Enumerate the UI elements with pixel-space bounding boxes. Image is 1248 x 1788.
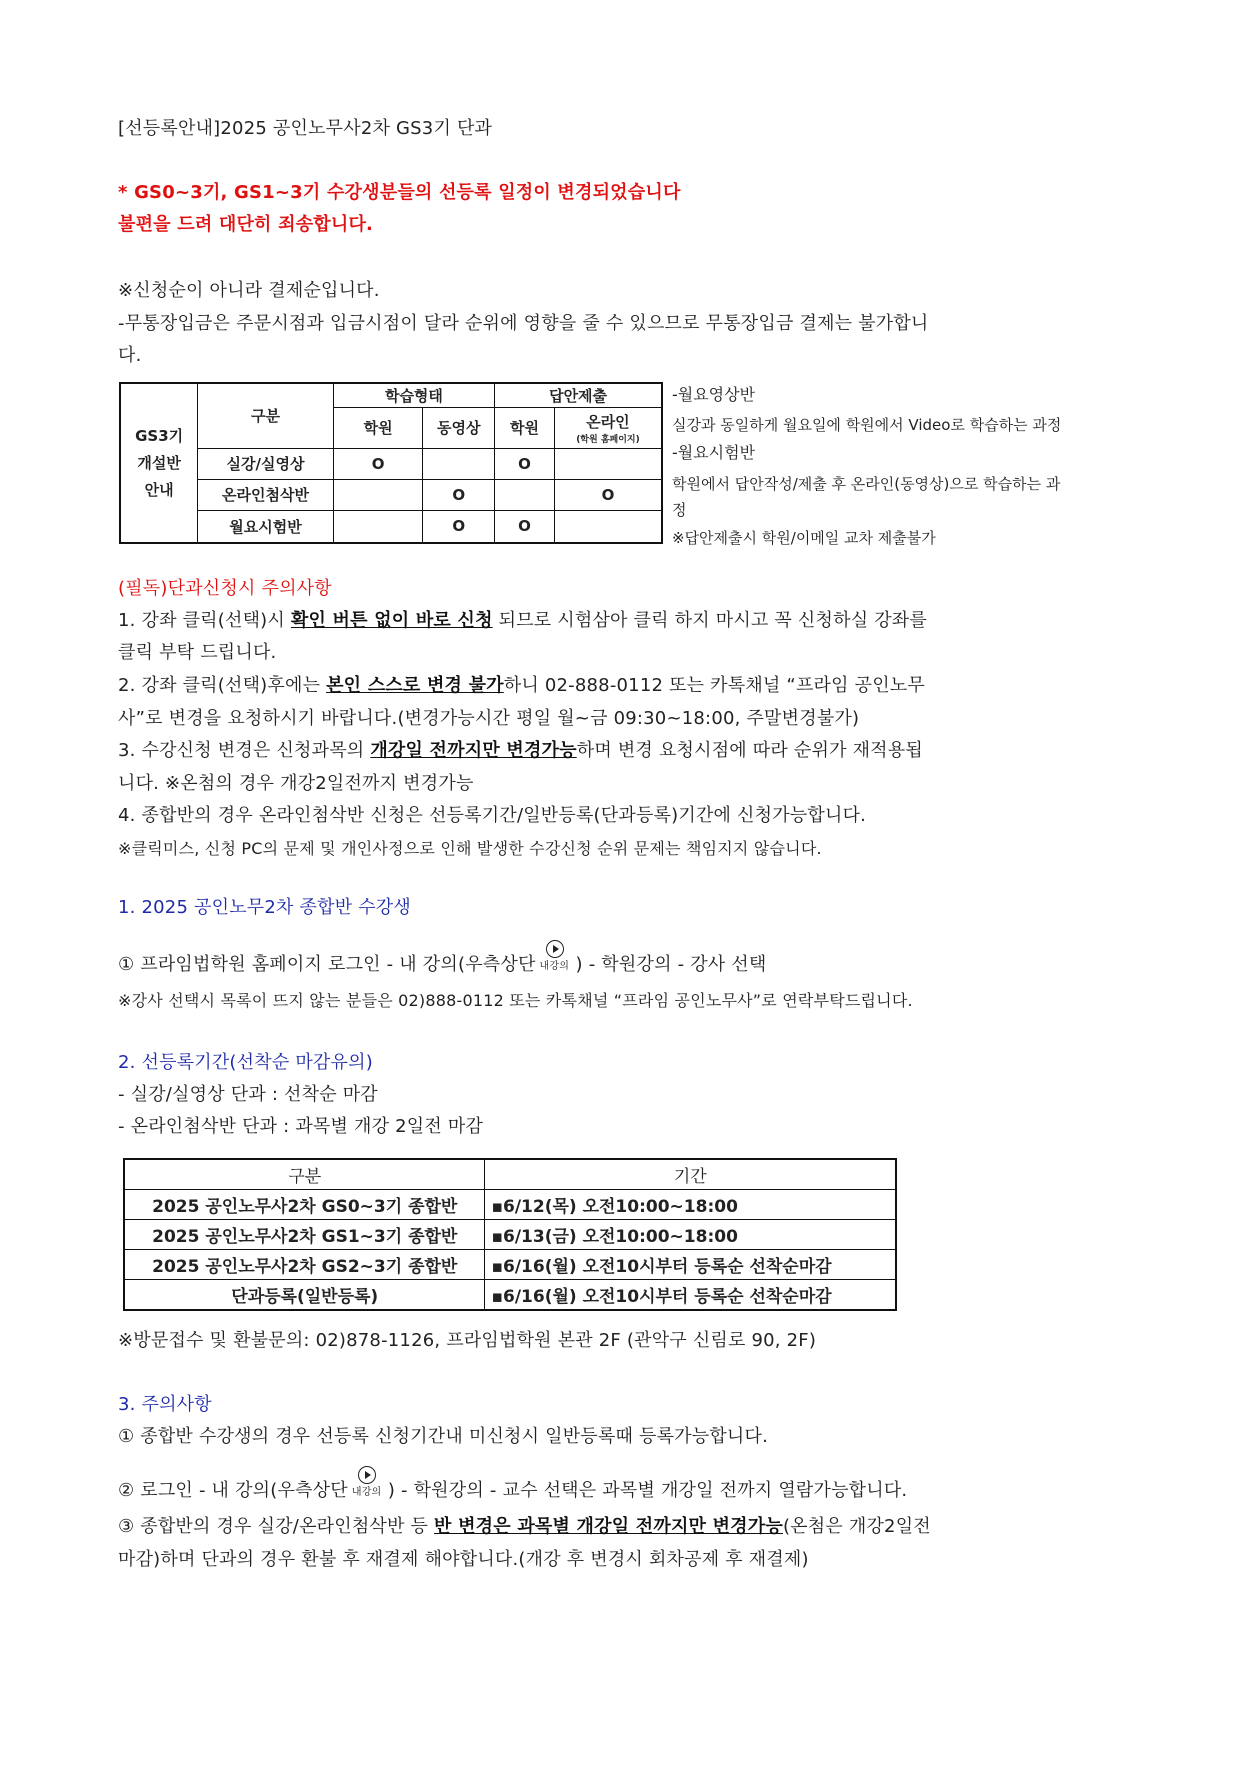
side-note-answer-rule: ※답안제출시 학원/이메일 교차 제출불가 — [672, 529, 936, 547]
caution-item-4: 4. 종합반의 경우 온라인첨삭반 신청은 선등록기간/일반등록(단과등록)기간에 신청가능합니다. — [118, 805, 867, 826]
class-table-gubun: 구분 — [198, 383, 333, 448]
class-table-row: 월요시험반 O O — [120, 510, 662, 543]
caution-item-1-cont: 클릭 부탁 드립니다. — [118, 642, 277, 663]
schedule-change-notice: * GS0~3기, GS1~3기 수강생분들의 선등록 일정이 변경되었습니다 — [118, 182, 681, 203]
caution-heading: (필독)단과신청시 주의사항 — [118, 578, 332, 599]
bank-transfer-note-cont: 다. — [118, 345, 142, 366]
section2-heading: 2. 선등록기간(선착순 마감유의) — [118, 1052, 373, 1073]
apology-notice: 불편을 드려 대단히 죄송합니다. — [118, 214, 374, 235]
document-title: [선등록안내]2025 공인노무사2차 GS3기 단과 — [118, 118, 493, 139]
bank-transfer-note: -무통장입금은 주문시점과 입금시점이 달라 순위에 영향을 줄 수 있으므로 무통장입금 결제는 불가합니 — [118, 313, 929, 334]
section3-item-1: ① 종합반 수강생의 경우 선등록 신청기간내 미신청시 일반등록때 등록가능합니다. — [118, 1426, 769, 1447]
section2-line-1: - 실강/실영상 단과 : 선착순 마감 — [118, 1084, 378, 1105]
period-table-header: 구분 기간 — [124, 1159, 896, 1190]
section1-step: ① 프라임법학원 홈페이지 로그인 - 내 강의(우측상단 내강의 ) - 학원강의 - 강사 선택 — [118, 952, 766, 978]
class-table-row: 온라인첨삭반 O O — [120, 479, 662, 510]
side-note-monday-exam-desc: 학원에서 답안작성/제출 후 온라인(동영상)으로 학습하는 과 — [672, 475, 1061, 493]
table-row: 2025 공인노무사2차 GS0~3기 종합반 ▪6/12(목) 오전10:00~18:00 — [124, 1190, 896, 1220]
section2-line-2: - 온라인첨삭반 단과 : 과목별 개강 2일전 마감 — [118, 1116, 484, 1137]
registration-period-table — [123, 1158, 897, 1311]
section3-item-3: ③ 종합반의 경우 실강/온라인첨삭반 등 반 변경은 과목별 개강일 전까지만 변경가능(온첨은 개강2일전 — [118, 1516, 931, 1537]
section3-heading: 3. 주의사항 — [118, 1394, 212, 1415]
table-row: 2025 공인노무사2차 GS2~3기 종합반 ▪6/16(월) 오전10시부터 등록순 선착순마감 — [124, 1250, 896, 1280]
side-note-monday-video-desc: 실강과 동일하게 월요일에 학원에서 Video로 학습하는 과정 — [672, 416, 1062, 434]
side-note-monday-exam-desc-cont: 정 — [672, 501, 687, 519]
class-table-study-group: 학습형태 — [333, 383, 494, 407]
payment-order-note: ※신청순이 아니라 결제순입니다. — [118, 280, 380, 301]
my-course-icon: 내강의 — [348, 1478, 388, 1504]
caution-item-1: 1. 강좌 클릭(선택)시 확인 버튼 없이 바로 신청 되므로 시험삼아 클릭 하지 마시고 꼭 신청하실 강좌를 — [118, 610, 927, 631]
class-table-answer-group: 답안제출 — [495, 383, 662, 407]
section3-item-2: ② 로그인 - 내 강의(우측상단 내강의 ) - 학원강의 - 교수 선택은 과목별 개강일 전까지 열람가능합니다. — [118, 1478, 907, 1504]
caution-item-2-cont: 사”로 변경을 요청하시기 바랍니다.(변경가능시간 평일 월~금 09:30~18:00, 주말변경불가) — [118, 708, 860, 729]
caution-disclaimer: ※클릭미스, 신청 PC의 문제 및 개인사정으로 인해 발생한 수강신청 순위 문제는 책임지지 않습니다. — [118, 839, 822, 858]
side-note-monday-exam: -월요시험반 — [672, 443, 756, 462]
caution-item-3: 3. 수강신청 변경은 신청과목의 개강일 전까지만 변경가능하며 변경 요청시점에 따라 순위가 재적용됩 — [118, 740, 923, 761]
class-type-table — [119, 382, 663, 544]
caution-item-2: 2. 강좌 클릭(선택)후에는 본인 스스로 변경 불가하니 02-888-0112 또는 카톡채널 “프라임 공인노무 — [118, 675, 925, 696]
table-row: 단과등록(일반등록) ▪6/16(월) 오전10시부터 등록순 선착순마감 — [124, 1280, 896, 1311]
class-table-sub-academy-2: 학원 — [495, 407, 555, 448]
class-table-sub-academy: 학원 — [333, 407, 423, 448]
my-course-icon: 내강의 — [536, 952, 576, 978]
section1-heading: 1. 2025 공인노무2차 종합반 수강생 — [118, 897, 411, 918]
class-table-row-header: GS3기 개설반 안내 — [120, 383, 198, 543]
side-note-monday-video: -월요영상반 — [672, 385, 756, 404]
section1-note: ※강사 선택시 목록이 뜨지 않는 분들은 02)888-0112 또는 카톡채널 “프라임 공인노무사”로 연락부탁드립니다. — [118, 991, 913, 1010]
class-table-sub-online: 온라인 (학원 홈페이지) — [554, 407, 662, 448]
table-row: 2025 공인노무사2차 GS1~3기 종합반 ▪6/13(금) 오전10:00~18:00 — [124, 1220, 896, 1250]
class-table-row: 실강/실영상 O O — [120, 448, 662, 479]
section2-contact-note: ※방문접수 및 환불문의: 02)878-1126, 프라임법학원 본관 2F (관악구 신림로 90, 2F) — [118, 1330, 817, 1351]
caution-item-3-cont: 니다. ※온첨의 경우 개강2일전까지 변경가능 — [118, 773, 474, 794]
class-table-sub-video: 동영상 — [423, 407, 495, 448]
section3-item-3-cont: 마감)하며 단과의 경우 환불 후 재결제 해야합니다.(개강 후 변경시 회차공제 후 재결제) — [118, 1549, 809, 1570]
